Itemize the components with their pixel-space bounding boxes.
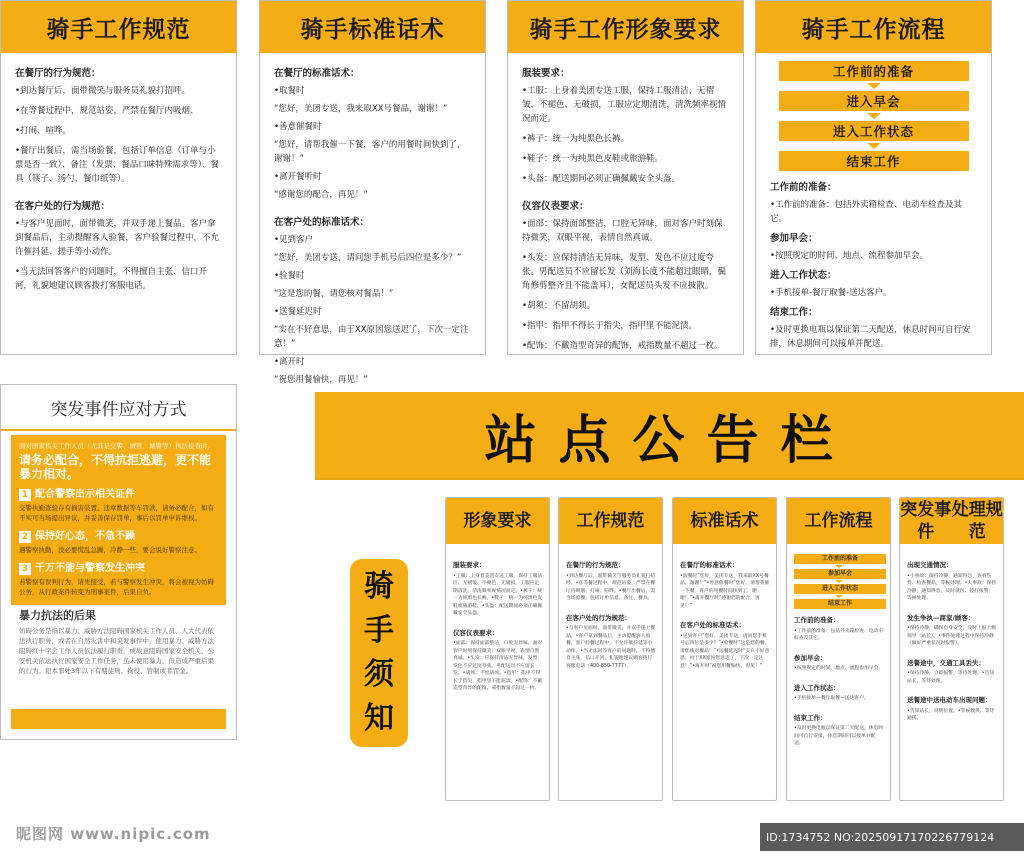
board-card-section-title: 工作前的准备： bbox=[794, 616, 840, 624]
board-card bbox=[558, 497, 663, 801]
card-workflow-body bbox=[756, 171, 991, 351]
board-title: 站点公告栏 bbox=[315, 392, 1024, 478]
board-card-section-title: 参加早会： bbox=[794, 653, 827, 662]
section-item: •离开餐听时 bbox=[274, 172, 322, 182]
pill-char: 须 bbox=[364, 657, 394, 692]
section-item: •面部：保持面部整洁，口腔无异味，面对客户时刻保持微笑，双眼平视，表情自然真诚。 bbox=[522, 219, 723, 243]
section-item: •取餐时 bbox=[274, 86, 305, 96]
section-title: 在餐厅的行为规范： bbox=[15, 68, 101, 79]
board-card-body bbox=[673, 544, 776, 670]
chevron-down-icon bbox=[835, 565, 843, 568]
workflow-detail-text: •手机接单-餐厅取餐-送达客户。 bbox=[770, 288, 892, 298]
emergency-point-number: 3 bbox=[19, 563, 31, 575]
board-card-section-title: 在餐厅的行为规范： bbox=[566, 561, 625, 569]
workflow-detail-title: 工作前的准备： bbox=[770, 182, 837, 193]
chevron-down-icon bbox=[867, 83, 881, 89]
card-image-requirements bbox=[507, 0, 744, 355]
board-card-title bbox=[559, 498, 662, 544]
board-card-section-text: •告知站长，说明位置。•等候救援，等待通援。 bbox=[907, 708, 995, 721]
card-emergency bbox=[0, 384, 237, 740]
card-work-norms bbox=[0, 0, 237, 355]
board-card-title-line: 处理规范 bbox=[951, 500, 1003, 542]
workflow-detail-title: 结束工作： bbox=[770, 307, 818, 318]
emergency-points bbox=[19, 489, 218, 597]
emergency-point-head bbox=[19, 489, 218, 501]
section-item: •见到客户 bbox=[274, 235, 314, 245]
section-item: “这是您的餐，请您核对餐品！” bbox=[274, 289, 394, 299]
workflow-steps bbox=[756, 61, 991, 171]
board-card-section-text: •及时更换电瓶以保证第二天配送，休息时间可自行安排，休息期间可以接单并配送。 bbox=[794, 726, 884, 746]
consequences-title: 暴力抗法的后果 bbox=[19, 609, 96, 622]
emergency-lead: 请务必配合，不得抗拒逃避，更不能暴力相对。 bbox=[19, 453, 212, 481]
card-workflow-title: 骑手工作流程 bbox=[756, 1, 991, 53]
pill-char: 知 bbox=[364, 701, 394, 736]
board-card-title bbox=[446, 498, 549, 544]
board-card-section-text: •见到客户“您好，美团专送，请问您手机号后四位是多少？”•验餐时“这是您的餐，请您核对餐品！”•送餐延迟时“实在不好意思，由于XX原因您送迟了，下次一定注意！”•离开时“祝您用餐愉快，再见！” bbox=[680, 633, 770, 669]
section-item: •在等餐过程中，规范站姿，严禁在餐厅内吸烟、 bbox=[15, 106, 199, 116]
workflow-detail-text: •工作前的准备：包括外卖箱检查、电动车检查及其它。 bbox=[770, 200, 963, 224]
board-card-body bbox=[787, 544, 890, 748]
pill-char: 手 bbox=[364, 613, 394, 648]
emergency-point-title: 千万不能与警察发生冲突 bbox=[35, 563, 145, 574]
notice-board bbox=[315, 392, 1024, 865]
card-workflow bbox=[755, 0, 992, 355]
workflow-step: 进入工作状态 bbox=[779, 121, 969, 141]
section-item: •裤子：统一为纯黑色长裤。 bbox=[522, 134, 630, 144]
section-title: 服装要求： bbox=[522, 68, 570, 79]
section-title: 仪容仪表要求： bbox=[522, 201, 589, 212]
emergency-title: 突发事件应对方式 bbox=[1, 385, 236, 431]
board-workflow-step: 参加早会 bbox=[794, 569, 886, 579]
emergency-consequences bbox=[11, 605, 226, 709]
board-card-title-line: 形象要求 bbox=[463, 511, 532, 531]
section-title: 在客户处的标准话术： bbox=[274, 217, 370, 228]
watermark: 昵图网 www.nipic.com bbox=[16, 825, 211, 843]
card-work-norms-body bbox=[1, 53, 236, 293]
board-divider bbox=[315, 478, 1024, 480]
board-card-section-title: 结束工作： bbox=[794, 713, 827, 722]
section-item: •头盔：配送期间必须正确佩戴安全头盔。 bbox=[522, 174, 681, 184]
board-card-section-title: 在餐厅的标准话术： bbox=[680, 561, 739, 569]
section-item: “您好，美团专送，我来取XX号餐品，谢谢！” bbox=[274, 104, 448, 114]
chevron-down-icon bbox=[835, 580, 843, 583]
board-card-title bbox=[673, 498, 776, 544]
chevron-down-icon bbox=[867, 113, 881, 119]
rider-notice-pill bbox=[350, 559, 408, 747]
workflow-detail-text: •按照规定的时间、地点、流程参加早会。 bbox=[770, 251, 929, 261]
board-card-section-title: 出现交通情况： bbox=[907, 561, 953, 569]
id-strip: ID:1734752 NO:20250917170226779124 bbox=[760, 823, 1024, 851]
section-item: “您好，美团专送，请问您手机号后四位是多少？” bbox=[274, 253, 462, 263]
board-card-body bbox=[559, 544, 662, 670]
workflow-detail-title: 进入工作状态： bbox=[770, 270, 837, 281]
board-card bbox=[786, 497, 891, 801]
card-standard-script bbox=[259, 0, 486, 385]
board-card-section-text: •到达餐厅后，面带微笑与服务员礼貌打招呼。•在等餐过程中，规范站姿，严禁在餐厅内吸烟、打闹、喧哗。•餐厅出餐后，需当场验餐，包括订单信息、备注、餐具。 bbox=[566, 573, 656, 601]
board-card-section-title: 送餐途中，交通工具丢失： bbox=[907, 658, 985, 667]
card-standard-script-title: 骑手标准话术 bbox=[260, 1, 485, 53]
emergency-point-head bbox=[19, 531, 218, 543]
section-item: •到达餐厅后，面带微笑与服务员礼貌打招呼。 bbox=[15, 86, 191, 96]
board-card-section-title: 进入工作状态： bbox=[794, 683, 840, 692]
emergency-intro: 面对国家机关工作人员（尤其是交警、城管、城警等）执法检查时， bbox=[19, 442, 214, 450]
board-card-section-title: 送餐途中送电动车出现问题： bbox=[907, 696, 992, 704]
board-workflow-step: 进入工作状态 bbox=[794, 584, 886, 594]
section-item: •指甲：指甲不得长于指尖，指甲里不能泥渍。 bbox=[522, 321, 698, 331]
board-card-title bbox=[900, 498, 1003, 544]
section-item: “您好，请帮我催一下餐，客户的用餐时间快到了，谢谢！” bbox=[274, 140, 466, 164]
board-card-section-title: 仪容仪表要求： bbox=[453, 628, 499, 637]
section-item: “祝您用餐愉快，再见！” bbox=[274, 375, 368, 385]
workflow-detail-title: 参加早会： bbox=[770, 233, 818, 244]
board-card-title-line: 工作流程 bbox=[804, 511, 873, 531]
emergency-point-title: 配合警察出示相关证件 bbox=[35, 489, 135, 500]
board-card-title-line: 标准话术 bbox=[690, 511, 759, 531]
chevron-down-icon bbox=[835, 595, 843, 598]
emergency-point-text: 交警执勤查验存有损害装置、违章数据等车罚款，请务必配合，如有不实可当场提出异议，并妥善保存罚单，事后以罚单申诉维权。 bbox=[19, 504, 214, 522]
section-item: “实在不好意思，由于XX原因您送迟了，下次一定注意！” bbox=[274, 325, 469, 349]
section-item: •工服：上身着美团专送工服，保持工服清洁、无褶皱、不褪色、无破损，工服应定期清洗，清洗频率视情况而定。 bbox=[522, 86, 727, 124]
board-card-section-title: 在客户处的标准话术： bbox=[680, 621, 745, 629]
section-item: •配饰：不戴造型奇异的配饰，戒指数量不超过一枚。 bbox=[522, 341, 723, 351]
board-card-section-text: •面部：保持面部整洁，口腔无异味，面对客户时刻保持微笑，双眼平视，表情自然真诚。•头发：应保持清洁无异味，发型、发色不应过度夸张。男配送员不应留长发。•胡须：不留胡须。•指甲：指甲不得长于指尖，指甲里不能泥渍。•配饰：不戴造型奇异的配饰，戒指数量不超过一枚。 bbox=[453, 641, 543, 691]
section-item: •头发：应保持清洁无异味，发型、发色不应过度夸张。男配送员不应留长发（刘海长度不能超过眼睛，鬓角修剪整齐且不能盖耳），女配送员头发不应披散。 bbox=[522, 253, 727, 291]
board-card-section-text: •小事故：保持冷静，通知得急，查看伤势、检查餐品，等候处理。•大事故：保持冷静，通知得急，及时就医、拨打报警，等候处理。 bbox=[907, 573, 997, 601]
section-item: •当无法回答客户的问题时，不得擅自主张、信口开河，礼貌地建议顾客拨打客服电话。 bbox=[15, 267, 208, 291]
emergency-point-text: 若警察有误判行为，请先接受，若与警察发生冲突，将会被视为妨碍公务，从行政案件转变为刑事案件，后果自负。 bbox=[19, 578, 214, 596]
emergency-point-number: 1 bbox=[19, 489, 31, 501]
board-card-section-text: •工服：上身着美团专送工服，保持工服清洁、无褶皱、不褪色、无破损，工服应定期清洗，清洗频率视情况而定。•裤子：统一为纯黑色长裤。•鞋子：统一为纯黑色皮鞋或旅游鞋。•头盔：配送期间必须正确佩戴安全头盔。 bbox=[453, 573, 543, 616]
emergency-body bbox=[11, 435, 226, 729]
section-item: •餐厅出餐后，需当场验餐，包括订单信息（订单与小票是否一致）、备注（发票、餐品口味特殊需求等）、餐具（筷子、汤勺、餐巾纸等）。 bbox=[15, 146, 220, 184]
board-card bbox=[445, 497, 550, 801]
board-card-section-text: •工作前的准备：包括外卖箱检查、电动车检查及其它。 bbox=[794, 628, 884, 641]
chevron-down-icon bbox=[867, 143, 881, 149]
workflow-step: 进入早会 bbox=[779, 91, 969, 111]
board-card-section-text: •与客户见面时，面带微笑，并双手递上餐品。•客户拿到餐品后，主动提醒客人验餐，客户验餐过程中，不允许催抖延等小动作。•当无法回答客户的问题时，不得擅自主张、信口开河，礼貌地建议顾客拨打客服电话（400-850-7777）。 bbox=[566, 626, 656, 669]
board-card-section-text: •手机接单—餐厅取餐—送达客户。 bbox=[794, 696, 869, 701]
emergency-point-title: 保持好心态，不急不躁 bbox=[35, 531, 135, 542]
consequences-text: 妨碍公务是指以暴力、威胁方法阻碍国家机关工作人员、人大代表依法执行职务，或者在自然灾害中和突发事件中，使用暴力、威胁方法阻碍红十字会工作人员依法履行职责，或故意阻碍国家安全机关、公安机关依法执行国家安全工作任务，虽未使用暴力、但造成严重后果的行为。犯本罪处3年以下有期徒刑、拘役、管制或者罚金。 bbox=[19, 627, 214, 675]
section-title: 在餐厅的标准话术： bbox=[274, 68, 360, 79]
section-item: •离开时 bbox=[274, 357, 305, 367]
board-workflow-step: 结束工作 bbox=[794, 599, 886, 609]
board-card-section-text: •保持冷静，确保自身安全，及时上报上级领导（站长）。•事件处理过程中保持冷静（做好严重状况时报警）。 bbox=[907, 626, 997, 646]
section-item: “感谢您的配合，再见！” bbox=[274, 190, 368, 200]
pill-char: 骑 bbox=[364, 569, 394, 604]
section-item: •打闹、喧哗。 bbox=[15, 126, 72, 136]
section-item: •送餐延迟时 bbox=[274, 307, 322, 317]
board-workflow-step: 工作前的准备 bbox=[794, 554, 886, 564]
board-card-title-line: 工作规范 bbox=[576, 511, 645, 531]
board-card bbox=[899, 497, 1004, 801]
board-card-title-line: 突发事件 bbox=[900, 500, 952, 542]
section-item: •与客户见面时，面带微笑，并双手递上餐品。客户拿到餐品后，主动提醒客人验餐，客户验餐过程中，不允许催抖延、搓手等小动作。 bbox=[15, 219, 220, 257]
emergency-point-number: 2 bbox=[19, 531, 31, 543]
board-card-section-text: •按照规定的时间、地点、流程参加早会。 bbox=[794, 666, 884, 671]
board-card-section-text: •保持冷静，立即报警，等待处理。•告知站长，等待处理。 bbox=[907, 671, 995, 684]
board-card-title bbox=[787, 498, 890, 544]
board-card-section-title: 在客户处的行为规范： bbox=[566, 613, 631, 622]
board-card-section-title: 发生争执—商家/顾客： bbox=[907, 613, 975, 622]
section-item: •验餐时 bbox=[274, 271, 305, 281]
workflow-step: 结束工作 bbox=[779, 151, 969, 171]
board-card-body bbox=[446, 544, 549, 693]
board-card-section-title: 服装要求： bbox=[453, 561, 486, 569]
workflow-step: 工作前的准备 bbox=[779, 61, 969, 81]
emergency-point-text: 遇警察执勤，没必要慌乱急躁，冷静一些，要会说好警察注意。 bbox=[19, 546, 201, 554]
card-work-norms-title: 骑手工作规范 bbox=[1, 1, 236, 53]
card-standard-script-body bbox=[260, 53, 485, 387]
board-card-section-text: •取餐时“您好，美团专送，我来取XX号餐品，谢谢！”•善意催餐时“您好，请帮我催一下餐，客户的用餐时间快到了，谢谢！”•离开餐厅时“感谢您的配合，再见！” bbox=[680, 573, 770, 609]
section-item: •善意催餐时 bbox=[274, 122, 322, 132]
board-card-body bbox=[900, 544, 1003, 723]
card-image-requirements-title: 骑手工作形象要求 bbox=[508, 1, 743, 53]
emergency-point-head bbox=[19, 563, 218, 575]
section-item: •胡须：不留胡须。 bbox=[522, 301, 596, 311]
section-item: •鞋子：统一为纯黑色皮鞋或旅游鞋。 bbox=[522, 154, 664, 164]
board-card bbox=[672, 497, 777, 801]
section-title: 在客户处的行为规范： bbox=[15, 201, 111, 212]
card-image-requirements-body bbox=[508, 53, 743, 353]
workflow-detail-text: •及时更换电瓶以保证第二天配送，休息时间可自行安排，休息期间可以接单并配送。 bbox=[770, 325, 971, 349]
